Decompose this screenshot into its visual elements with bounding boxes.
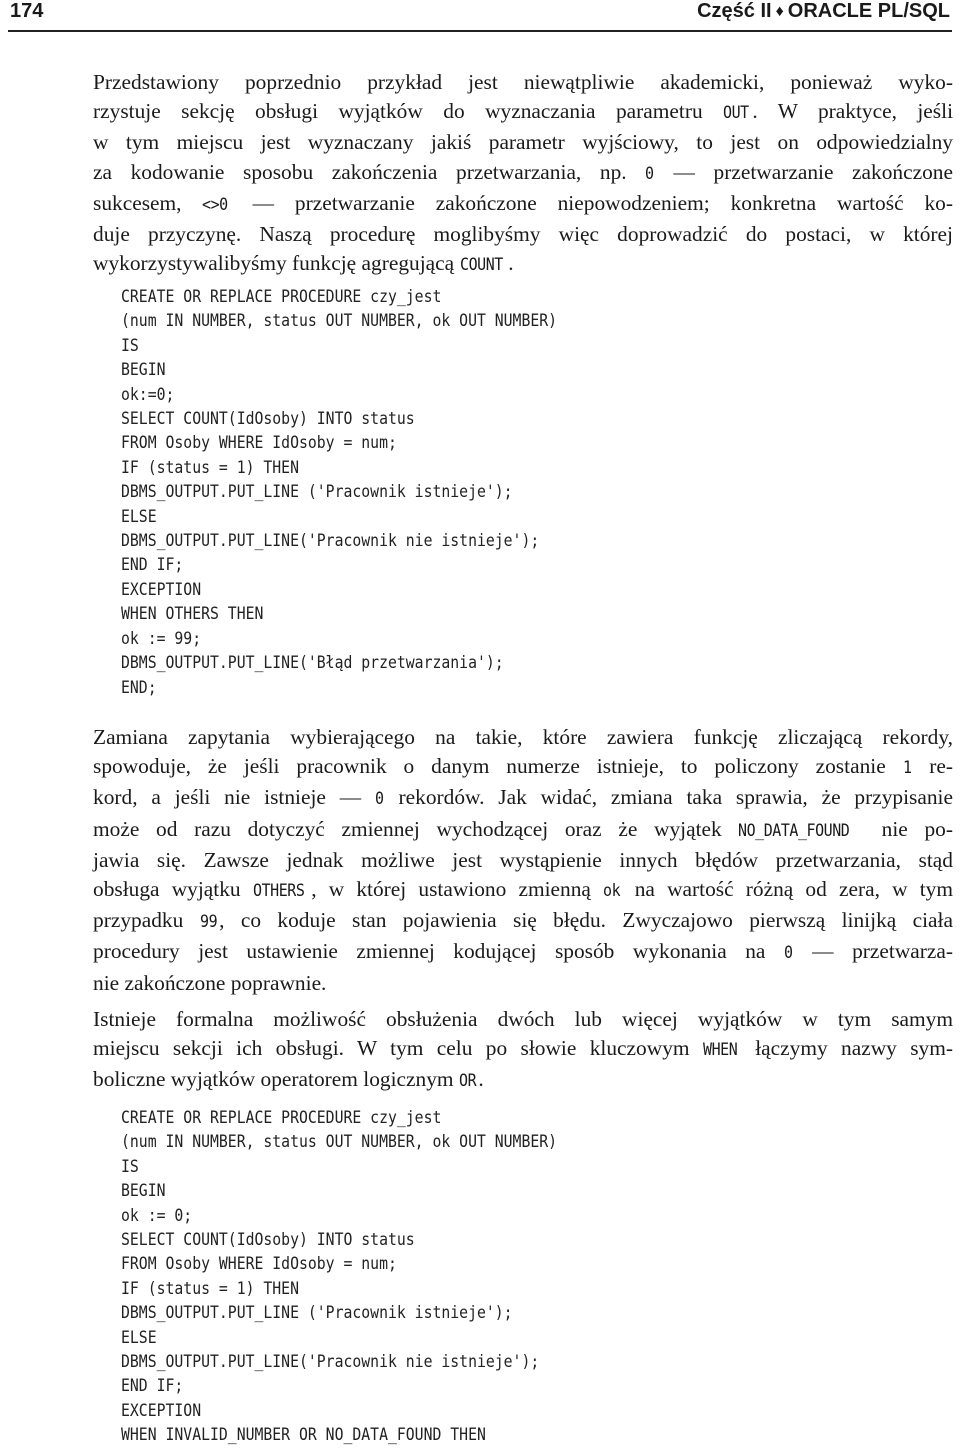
text-line: [93, 220, 953, 249]
text-run: .: [478, 1067, 484, 1092]
code-line: DBMS_OUTPUT.PUT_LINE ('Pracownik istnieje');: [121, 1303, 513, 1324]
code-line: IS: [121, 335, 139, 356]
section-label: ORACLE PL/SQL: [787, 0, 950, 22]
text-line: [93, 937, 953, 968]
text-line: [93, 723, 953, 752]
inline-code: COUNT: [459, 255, 503, 276]
text-run: Przedstawiony poprzednio przykład jest niewątpliwie akademicki, ponieważ wyko-: [93, 70, 953, 94]
code-line: ELSE: [121, 1327, 157, 1348]
text-run: , co koduje stan pojawienia się błędu. Zwyczajowo pierwszą linijką ciała: [219, 908, 953, 933]
text-run: w tym miejscu jest wyznaczany jakiś parametr wyjściowy, to jest on odpowiedzialny: [93, 130, 953, 155]
inline-code: OR: [458, 1071, 477, 1092]
code-line: EXCEPTION: [121, 579, 202, 600]
code-line: IF (status = 1) THEN: [121, 1278, 299, 1299]
text-run: Zamiana zapytania wybierającego na takie, które zawiera funkcję zliczającą rekordy,: [93, 725, 953, 749]
text-line: [93, 875, 953, 906]
text-line: [93, 97, 953, 128]
text-line: [93, 68, 953, 97]
diamond-icon: ♦: [775, 3, 784, 20]
text-run: duje przyczynę. Naszą procedurę moglibyśmy więc doprowadzić do postaci, w której: [93, 222, 953, 247]
text-line: [93, 783, 953, 814]
text-run: — przetwarzanie zakończone niepowodzeniem; konkretna wartość ko-: [231, 190, 954, 215]
inline-code: OTHERS: [252, 881, 305, 902]
text-run: nie po-: [864, 816, 953, 841]
running-header: [697, 0, 950, 23]
inline-code: WHEN: [702, 1040, 738, 1061]
text-run: obsługa wyjątku: [93, 877, 253, 902]
text-run: za kodowanie sposobu zakończenia przetwarzania, np.: [93, 159, 646, 184]
text-run: sukcesem,: [93, 190, 203, 215]
text-line: [93, 969, 953, 998]
code-line: ok := 0;: [121, 1205, 193, 1226]
inline-code: 0: [645, 163, 654, 184]
text-run: Istnieje formalna możliwość obsłużenia dwóch lub więcej wyjątków w tym samym: [93, 1007, 953, 1031]
code-line: SELECT COUNT(IdOsoby) INTO status: [121, 409, 415, 430]
code-line: ELSE: [121, 506, 157, 527]
text-line: [93, 1034, 953, 1065]
text-run: kord, a jeśli nie istnieje —: [93, 785, 375, 810]
text-run: procedury jest ustawienie zmiennej kodującej sposób wykonania na: [93, 939, 784, 964]
text-run: .: [508, 251, 514, 276]
code-line: BEGIN: [121, 360, 166, 381]
text-run: rzystuje sekcję obsługi wyjątków do wyznaczania parametru: [93, 99, 724, 124]
text-line: [93, 815, 953, 846]
text-run: wykorzystywalibyśmy funkcję agregującą: [93, 251, 460, 276]
text-run: łączymy nazwy sym-: [741, 1036, 953, 1061]
code-line: EXCEPTION: [121, 1400, 202, 1421]
text-run: przypadku: [93, 908, 200, 933]
text-line: [93, 1005, 953, 1034]
code-line: END;: [121, 677, 157, 698]
code-line: DBMS_OUTPUT.PUT_LINE ('Pracownik istnieje');: [121, 482, 513, 503]
text-run: spowoduje, że jeśli pracownik o danym numerze istnieje, to policzony zostanie: [93, 754, 903, 779]
paragraph-explanation: [93, 723, 953, 998]
code-listing-2: [121, 1106, 628, 1448]
code-line: DBMS_OUTPUT.PUT_LINE('Błąd przetwarzania');: [121, 653, 504, 674]
text-line: [93, 752, 953, 783]
code-line: WHEN OTHERS THEN: [121, 604, 264, 625]
code-line: END IF;: [121, 1376, 184, 1397]
text-line: [93, 249, 953, 280]
code-line: ok := 99;: [121, 628, 202, 649]
text-run: rekordów. Jak widać, zmiana taka sprawia, że przypisanie: [384, 785, 953, 810]
code-line: IS: [121, 1156, 139, 1177]
text-run: nie zakończone poprawnie.: [93, 970, 327, 995]
inline-code: ok: [603, 881, 621, 902]
code-line: CREATE OR REPLACE PROCEDURE czy_jest: [121, 287, 442, 307]
text-run: — przetwarzanie zakończone: [654, 159, 953, 184]
text-run: jawia się. Zawsze jednak możliwe jest wystąpienie innych błędów przetwarzania, stąd: [93, 847, 953, 872]
paragraph-intro: [93, 68, 953, 280]
text-run: boliczne wyjątków operatorem logicznym: [93, 1067, 459, 1092]
code-listing-1: [121, 285, 628, 700]
code-line: IF (status = 1) THEN: [121, 457, 299, 478]
code-line: DBMS_OUTPUT.PUT_LINE('Pracownik nie istnieje');: [121, 1352, 540, 1373]
text-run: . W praktyce, jeśli: [752, 99, 954, 124]
page-number: 174: [10, 0, 44, 22]
code-line: END IF;: [121, 555, 184, 576]
inline-code: 99: [199, 912, 217, 933]
code-line: DBMS_OUTPUT.PUT_LINE('Pracownik nie istnieje');: [121, 531, 540, 552]
code-line: FROM Osoby WHERE IdOsoby = num;: [121, 1254, 397, 1275]
code-line: (num IN NUMBER, status OUT NUMBER, ok OUT NUMBER): [121, 311, 558, 332]
text-line: [93, 1065, 953, 1096]
code-line: ok:=0;: [121, 384, 175, 405]
text-line: [93, 128, 953, 157]
text-line: [93, 158, 953, 189]
code-line: CREATE OR REPLACE PROCEDURE czy_jest: [121, 1108, 442, 1128]
text-run: , w której ustawiono zmienną: [311, 877, 604, 902]
inline-code: 0: [783, 943, 793, 964]
text-line: [93, 189, 953, 220]
text-run: na wartość różną od zera, w tym: [622, 877, 953, 902]
code-line: FROM Osoby WHERE IdOsoby = num;: [121, 433, 397, 454]
text-run: — przetwarza-: [793, 939, 953, 964]
text-run: może od razu dotyczyć zmiennej wychodzącej oraz że wyjątek: [93, 816, 739, 841]
inline-code: <>0: [202, 194, 229, 215]
code-line: SELECT COUNT(IdOsoby) INTO status: [121, 1230, 415, 1251]
inline-code: OUT: [723, 103, 749, 124]
inline-code: NO_DATA_FOUND: [738, 820, 850, 841]
text-line: [93, 906, 953, 937]
code-line: (num IN NUMBER, status OUT NUMBER, ok OUT NUMBER): [121, 1132, 558, 1153]
inline-code: 1: [902, 758, 912, 779]
part-label: Część II: [697, 0, 772, 22]
text-run: re-: [912, 754, 953, 779]
paragraph-multiple-exceptions: [93, 1005, 953, 1097]
page-header: [8, 0, 952, 32]
text-run: miejscu sekcji ich obsługi. W tym celu po słowie kluczowym: [93, 1036, 703, 1061]
code-line: BEGIN: [121, 1181, 166, 1202]
code-line: WHEN INVALID_NUMBER OR NO_DATA_FOUND THEN: [121, 1425, 486, 1446]
inline-code: 0: [374, 789, 384, 810]
text-line: [93, 846, 953, 875]
